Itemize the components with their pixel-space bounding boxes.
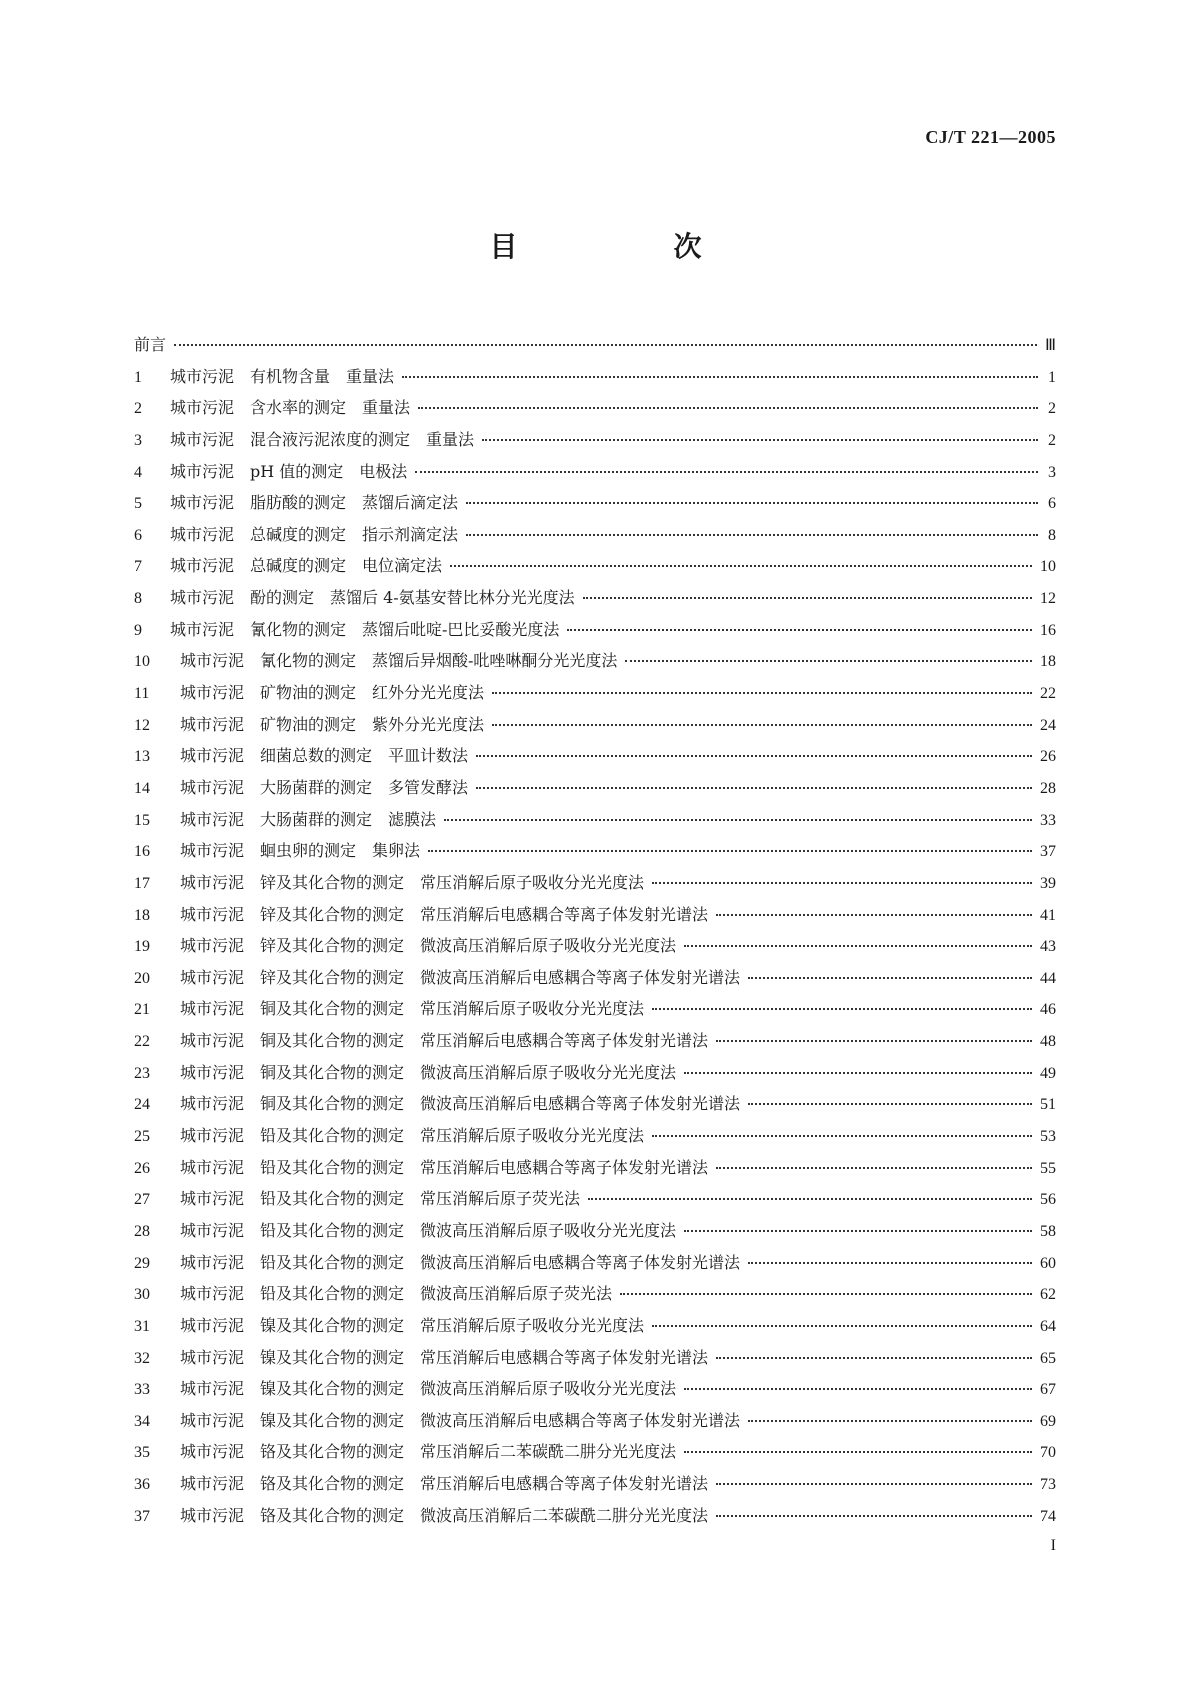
toc-entry-title: 城市污泥 蛔虫卵的测定 集卵法 <box>180 841 421 861</box>
toc-entry[interactable] <box>134 1218 1056 1250</box>
toc-entry-number: 3 <box>134 431 142 449</box>
dot-leader <box>684 944 1032 947</box>
toc-entry-page: 64 <box>1040 1317 1056 1335</box>
dot-leader <box>716 1356 1032 1359</box>
toc-entry-number: 17 <box>134 874 150 892</box>
toc-entry[interactable] <box>134 1155 1056 1187</box>
toc-entry-title: 城市污泥 铅及其化合物的测定 常压消解后原子荧光法 <box>180 1189 581 1209</box>
toc-entry-page: 70 <box>1040 1444 1056 1462</box>
dot-leader <box>652 1134 1032 1137</box>
toc-entry-number: 12 <box>134 716 150 734</box>
toc-entry-number: 21 <box>134 1001 150 1019</box>
dot-leader <box>748 976 1032 979</box>
toc-entry[interactable] <box>134 933 1056 965</box>
toc-entry-number: 8 <box>134 590 142 608</box>
toc-entry-page: 73 <box>1040 1476 1056 1494</box>
toc-entry-title: 城市污泥 铅及其化合物的测定 常压消解后电感耦合等离子体发射光谱法 <box>180 1157 709 1177</box>
toc-entry-title: 前言 <box>134 335 167 354</box>
toc-entry-number: 35 <box>134 1444 150 1462</box>
toc-entry-page: 65 <box>1040 1349 1056 1367</box>
toc-entry-page: 39 <box>1040 874 1056 892</box>
toc-entry-page: 48 <box>1040 1033 1056 1051</box>
toc-entry[interactable] <box>134 1503 1056 1535</box>
dot-leader <box>620 1292 1032 1295</box>
toc-entry-number: 19 <box>134 938 150 956</box>
toc-entry-title: 城市污泥 细菌总数的测定 平皿计数法 <box>180 746 469 766</box>
dot-leader <box>482 438 1038 441</box>
toc-entry-page: 12 <box>1040 590 1056 608</box>
toc-entry-number: 11 <box>134 685 150 703</box>
toc-entry-page: 51 <box>1040 1096 1056 1114</box>
toc-entry-page: 58 <box>1040 1222 1056 1240</box>
toc-entry[interactable] <box>134 1345 1056 1377</box>
toc-entry[interactable] <box>134 490 1056 522</box>
dot-leader <box>174 343 1037 346</box>
toc-entry-title: 城市污泥 矿物油的测定 紫外分光光度法 <box>180 714 485 734</box>
toc-entry[interactable] <box>134 902 1056 934</box>
dot-leader <box>748 1419 1032 1422</box>
toc-entry[interactable] <box>134 807 1056 839</box>
toc-entry-number: 27 <box>134 1191 150 1209</box>
toc-entry-page: 18 <box>1040 653 1056 671</box>
page-number: I <box>1050 1537 1056 1554</box>
toc-entry[interactable] <box>134 1091 1056 1123</box>
toc-entry-number: 20 <box>134 969 150 987</box>
toc-entry-number: 25 <box>134 1128 150 1146</box>
toc-entry-title: 城市污泥 铜及其化合物的测定 微波高压消解后原子吸收分光光度法 <box>180 1062 677 1082</box>
toc-entry-page: 37 <box>1040 843 1056 861</box>
toc-entry[interactable] <box>134 617 1056 649</box>
toc-entry-number: 1 <box>134 368 142 386</box>
standard-code: CJ/T 221—2005 <box>925 127 1056 147</box>
toc-entry-number: 28 <box>134 1222 150 1240</box>
toc-entry-title: 城市污泥 总碱度的测定 电位滴定法 <box>170 556 443 576</box>
page-title: 目 次 <box>489 230 766 263</box>
toc-entry-title: 城市污泥 氰化物的测定 蒸馏后吡啶-巴比妥酸光度法 <box>170 619 560 639</box>
toc-entry[interactable] <box>134 1060 1056 1092</box>
toc-entry-title: 城市污泥 锌及其化合物的测定 常压消解后原子吸收分光光度法 <box>180 872 645 892</box>
toc-entry-title: 城市污泥 脂肪酸的测定 蒸馏后滴定法 <box>170 493 459 513</box>
toc-entry[interactable] <box>134 1408 1056 1440</box>
dot-leader <box>748 1102 1032 1105</box>
toc-entry-page: 2 <box>1048 431 1056 449</box>
dot-leader <box>652 881 1032 884</box>
toc-entry-number: 30 <box>134 1286 150 1304</box>
dot-leader <box>418 406 1038 409</box>
toc-entry[interactable] <box>134 553 1056 585</box>
toc-entry-title: 城市污泥 铜及其化合物的测定 常压消解后原子吸收分光光度法 <box>180 999 645 1019</box>
dot-leader <box>428 849 1032 852</box>
toc-entry[interactable] <box>134 996 1056 1028</box>
toc-entry-number: 29 <box>134 1254 150 1272</box>
toc-entry[interactable] <box>134 838 1056 870</box>
toc-entry-number: 13 <box>134 748 150 766</box>
dot-leader <box>415 470 1038 473</box>
toc-entry-title: 城市污泥 镍及其化合物的测定 微波高压消解后原子吸收分光光度法 <box>180 1379 677 1399</box>
dot-leader <box>716 1482 1032 1485</box>
toc-entry-title: 城市污泥 大肠菌群的测定 滤膜法 <box>180 809 437 829</box>
toc-entry[interactable] <box>134 395 1056 427</box>
toc-entry-title: 城市污泥 锌及其化合物的测定 微波高压消解后电感耦合等离子体发射光谱法 <box>180 967 741 987</box>
dot-leader <box>466 533 1038 536</box>
toc-entry-page: 60 <box>1040 1254 1056 1272</box>
toc-entry[interactable] <box>134 1281 1056 1313</box>
toc-entry-page: 46 <box>1040 1001 1056 1019</box>
toc-entry-title: 城市污泥 镍及其化合物的测定 常压消解后原子吸收分光光度法 <box>180 1315 645 1335</box>
dot-leader <box>625 659 1032 662</box>
dot-leader <box>476 754 1032 757</box>
toc-entry-title: 城市污泥 铬及其化合物的测定 常压消解后二苯碳酰二肼分光光度法 <box>180 1442 677 1462</box>
dot-leader <box>716 913 1032 916</box>
toc-entry-title: 城市污泥 锌及其化合物的测定 常压消解后电感耦合等离子体发射光谱法 <box>180 904 709 924</box>
toc-entry-title: 城市污泥 铅及其化合物的测定 微波高压消解后原子吸收分光光度法 <box>180 1220 677 1240</box>
toc-entry-page: 26 <box>1040 748 1056 766</box>
toc-entry-title: 城市污泥 氰化物的测定 蒸馏后异烟酸-吡唑啉酮分光光度法 <box>180 651 618 671</box>
toc-entry-page: 53 <box>1040 1128 1056 1146</box>
toc-entry-title: 城市污泥 镍及其化合物的测定 微波高压消解后电感耦合等离子体发射光谱法 <box>180 1410 741 1430</box>
toc-entry[interactable] <box>134 648 1056 680</box>
toc-entry-number: 34 <box>134 1412 150 1430</box>
toc-entry-page: 33 <box>1040 811 1056 829</box>
toc-entry-title: 城市污泥 铬及其化合物的测定 微波高压消解后二苯碳酰二肼分光光度法 <box>180 1505 709 1525</box>
toc-entry-page: 49 <box>1040 1064 1056 1082</box>
toc-entry-page: 16 <box>1040 621 1056 639</box>
toc-entry-page: 74 <box>1040 1507 1056 1525</box>
toc-entry-title: 城市污泥 矿物油的测定 红外分光光度法 <box>180 683 485 703</box>
toc-entry-page: 24 <box>1040 716 1056 734</box>
dot-leader <box>716 1514 1032 1517</box>
toc-entry-page: 8 <box>1048 526 1056 544</box>
toc-entry-page: 28 <box>1040 779 1056 797</box>
toc-entry-page: 56 <box>1040 1191 1056 1209</box>
toc-entry[interactable] <box>134 1313 1056 1345</box>
toc-entry-number: 5 <box>134 495 142 513</box>
toc-entry-number: 36 <box>134 1476 150 1494</box>
toc-entry[interactable] <box>134 680 1056 712</box>
dot-leader <box>748 1261 1032 1264</box>
toc-entry[interactable] <box>134 743 1056 775</box>
toc-entry[interactable] <box>134 775 1056 807</box>
dot-leader <box>684 1387 1032 1390</box>
toc-entry-title: 城市污泥 铜及其化合物的测定 常压消解后电感耦合等离子体发射光谱法 <box>180 1031 709 1051</box>
dot-leader <box>402 375 1038 378</box>
toc-entry[interactable] <box>134 1471 1056 1503</box>
table-of-contents <box>134 332 1056 1534</box>
toc-entry-number: 18 <box>134 906 150 924</box>
dot-leader <box>588 1197 1032 1200</box>
toc-entry-number: 24 <box>134 1096 150 1114</box>
toc-entry-page: 1 <box>1048 368 1056 386</box>
toc-entry-page: 3 <box>1048 463 1056 481</box>
toc-entry-number: 15 <box>134 811 150 829</box>
toc-entry-title: 城市污泥 铅及其化合物的测定 微波高压消解后电感耦合等离子体发射光谱法 <box>180 1252 741 1272</box>
toc-entry-number: 14 <box>134 779 150 797</box>
toc-entry-title: 城市污泥 酚的测定 蒸馏后 4-氨基安替比林分光光度法 <box>170 588 575 608</box>
toc-entry-page: 62 <box>1040 1286 1056 1304</box>
toc-entry-number: 32 <box>134 1349 150 1367</box>
dot-leader <box>684 1071 1032 1074</box>
toc-entry-title: 城市污泥 铅及其化合物的测定 常压消解后原子吸收分光光度法 <box>180 1126 645 1146</box>
dot-leader <box>476 786 1032 789</box>
toc-entry-number: 6 <box>134 526 142 544</box>
dot-leader <box>583 596 1032 599</box>
toc-entry[interactable] <box>134 965 1056 997</box>
toc-entry-title: 城市污泥 含水率的测定 重量法 <box>170 398 411 418</box>
toc-entry-title: 城市污泥 有机物含量 重量法 <box>170 366 395 386</box>
toc-entry-page: 55 <box>1040 1159 1056 1177</box>
toc-entry-title: 城市污泥 铬及其化合物的测定 常压消解后电感耦合等离子体发射光谱法 <box>180 1474 709 1494</box>
toc-entry-number: 4 <box>134 463 142 481</box>
toc-entry-page: Ⅲ <box>1044 337 1056 354</box>
toc-entry-number: 23 <box>134 1064 150 1082</box>
toc-entry[interactable] <box>134 585 1056 617</box>
dot-leader <box>466 501 1038 504</box>
toc-entry[interactable] <box>134 364 1056 396</box>
toc-entry[interactable] <box>134 1439 1056 1471</box>
toc-entry[interactable] <box>134 522 1056 554</box>
toc-entry[interactable] <box>134 459 1056 491</box>
toc-entry-title: 城市污泥 混合液污泥浓度的测定 重量法 <box>170 429 475 449</box>
toc-entry[interactable] <box>134 712 1056 744</box>
dot-leader <box>492 691 1032 694</box>
toc-entry-number: 2 <box>134 400 142 418</box>
toc-entry[interactable] <box>134 1186 1056 1218</box>
toc-entry[interactable] <box>134 427 1056 459</box>
toc-entry-page: 10 <box>1040 558 1056 576</box>
toc-entry-page: 44 <box>1040 969 1056 987</box>
dot-leader <box>444 818 1032 821</box>
dot-leader <box>716 1166 1032 1169</box>
dot-leader <box>684 1450 1032 1453</box>
toc-entry-number: 10 <box>134 653 150 671</box>
toc-entry-page: 22 <box>1040 685 1056 703</box>
toc-entry-page: 6 <box>1048 495 1056 513</box>
dot-leader <box>492 723 1032 726</box>
toc-entry[interactable] <box>134 1250 1056 1282</box>
toc-entry-number: 22 <box>134 1033 150 1051</box>
toc-entry-title: 城市污泥 铅及其化合物的测定 微波高压消解后原子荧光法 <box>180 1284 613 1304</box>
toc-entry-title: 城市污泥 镍及其化合物的测定 常压消解后电感耦合等离子体发射光谱法 <box>180 1347 709 1367</box>
toc-entry[interactable] <box>134 332 1056 364</box>
dot-leader <box>567 628 1032 631</box>
dot-leader <box>652 1324 1032 1327</box>
toc-entry[interactable] <box>134 870 1056 902</box>
toc-entry-page: 2 <box>1048 400 1056 418</box>
toc-entry-page: 67 <box>1040 1381 1056 1399</box>
toc-entry-page: 43 <box>1040 938 1056 956</box>
toc-entry-page: 69 <box>1040 1412 1056 1430</box>
toc-entry[interactable] <box>134 1123 1056 1155</box>
dot-leader <box>652 1007 1032 1010</box>
toc-entry[interactable] <box>134 1376 1056 1408</box>
toc-entry-title: 城市污泥 总碱度的测定 指示剂滴定法 <box>170 524 459 544</box>
toc-entry-title: 城市污泥 pH 值的测定 电极法 <box>170 461 408 481</box>
toc-entry-number: 31 <box>134 1317 150 1335</box>
toc-entry-number: 33 <box>134 1381 150 1399</box>
dot-leader <box>684 1229 1032 1232</box>
toc-entry-title: 城市污泥 锌及其化合物的测定 微波高压消解后原子吸收分光光度法 <box>180 936 677 956</box>
toc-entry-number: 16 <box>134 843 150 861</box>
toc-entry-number: 7 <box>134 558 142 576</box>
toc-entry-page: 41 <box>1040 906 1056 924</box>
toc-entry-title: 城市污泥 铜及其化合物的测定 微波高压消解后电感耦合等离子体发射光谱法 <box>180 1094 741 1114</box>
toc-entry-number: 9 <box>134 621 142 639</box>
toc-entry-number: 26 <box>134 1159 150 1177</box>
dot-leader <box>450 564 1032 567</box>
toc-entry-title: 城市污泥 大肠菌群的测定 多管发酵法 <box>180 777 469 797</box>
toc-entry-number: 37 <box>134 1507 150 1525</box>
toc-entry[interactable] <box>134 1028 1056 1060</box>
dot-leader <box>716 1039 1032 1042</box>
